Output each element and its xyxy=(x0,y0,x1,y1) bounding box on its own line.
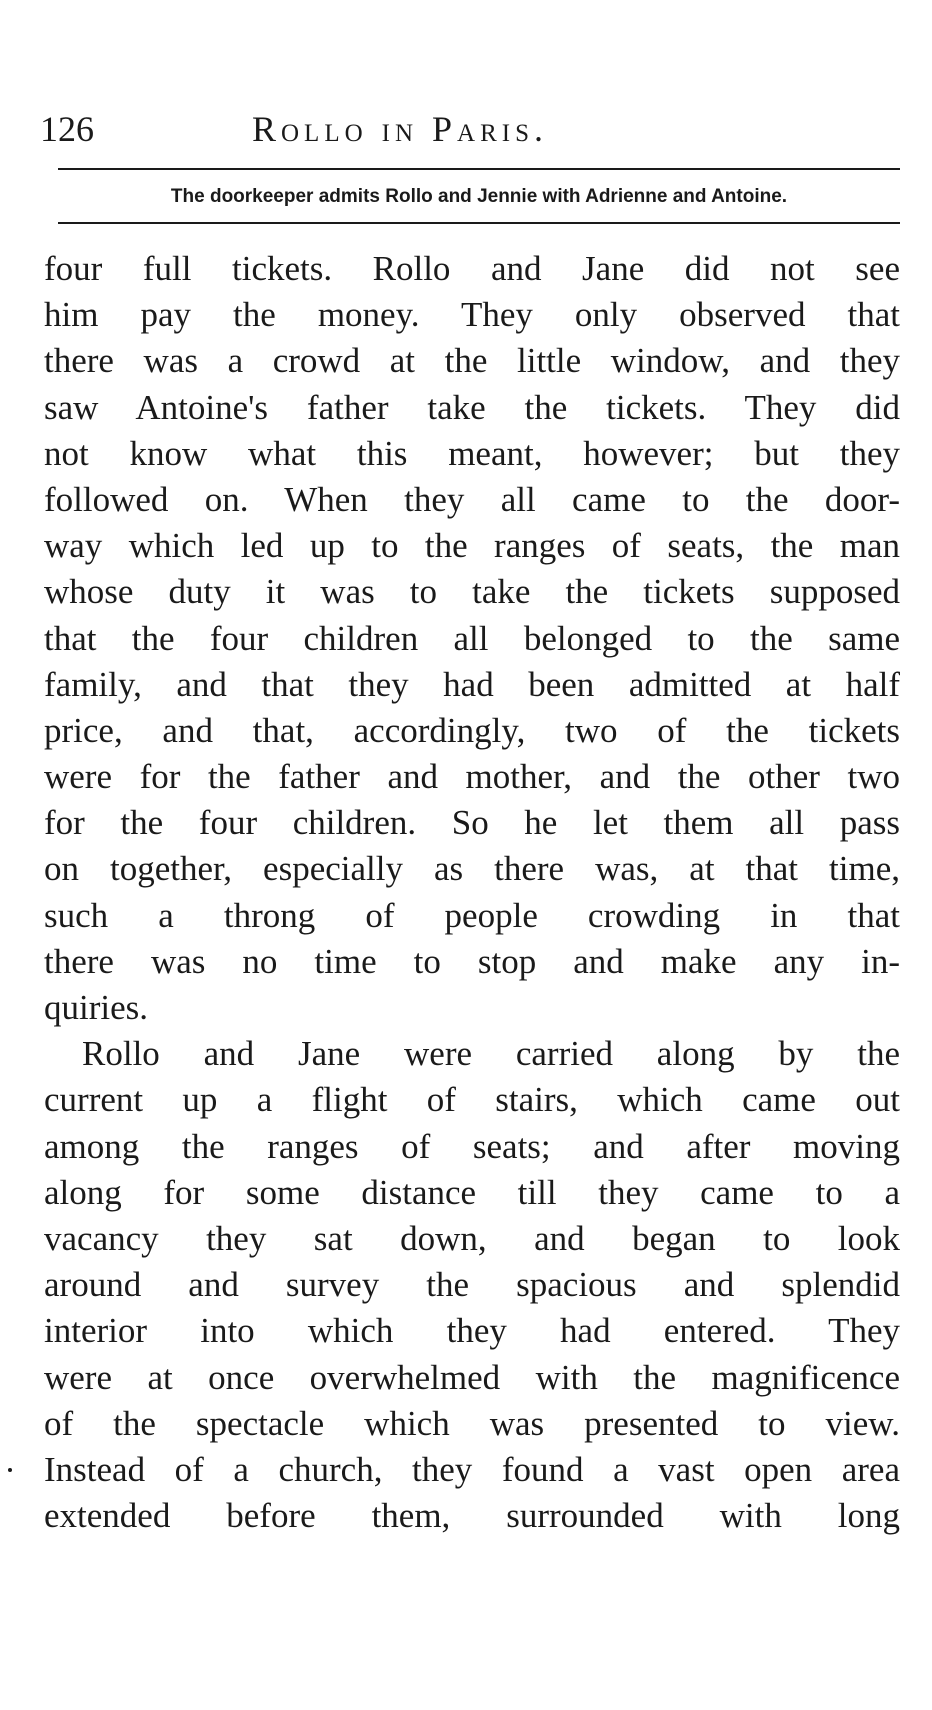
text-line: were at once overwhelmed with the magnificence xyxy=(44,1357,900,1397)
text-line: followed on. When they all came to the door- xyxy=(44,479,900,519)
caption-bottom-rule xyxy=(58,222,900,224)
text-line: price, and that, accordingly, two of the tickets xyxy=(44,710,900,750)
text-line: saw Antoine's father take the tickets. They did xyxy=(44,387,900,427)
text-line: family, and that they had been admitted at half xyxy=(44,664,900,704)
body-text xyxy=(44,246,900,1539)
text-line: such a throng of people crowding in that xyxy=(44,895,900,935)
text-line: there was a crowd at the little window, and they xyxy=(44,341,900,381)
running-head xyxy=(40,104,900,154)
paragraph-end-line: quiries. xyxy=(44,988,149,1027)
text-line: him pay the money. They only observed that xyxy=(44,295,900,335)
text-line: around and survey the spacious and splendid xyxy=(44,1265,900,1305)
text-line: vacancy they sat down, and began to look xyxy=(44,1218,900,1258)
text-line: whose duty it was to take the tickets supposed xyxy=(44,572,900,612)
text-line: of the spectacle which was presented to view. xyxy=(44,1403,900,1443)
text-line: four full tickets. Rollo and Jane did not see xyxy=(44,249,900,288)
text-line: there was no time to stop and make any in- xyxy=(44,941,900,981)
text-line: were for the father and mother, and the other two xyxy=(44,757,900,797)
caption-top-rule xyxy=(58,168,900,170)
illustration-caption: The doorkeeper admits Rollo and Jennie with Adrienne and Antoine. xyxy=(170,186,788,207)
text-line: extended before them, surrounded with long xyxy=(44,1496,900,1536)
text-line: on together, especially as there was, at that time, xyxy=(44,849,900,889)
book-title: Rollo in Paris. xyxy=(251,109,549,149)
text-line: not know what this meant, however; but they xyxy=(44,433,900,473)
margin-speck xyxy=(8,1468,12,1472)
text-line: that the four children all belonged to the same xyxy=(44,618,900,658)
paragraph-start-line: Rollo and Jane were carried along by the xyxy=(82,1034,900,1074)
text-line: for the four children. So he let them all pass xyxy=(44,803,900,843)
page-number: 126 xyxy=(40,109,94,149)
text-line: among the ranges of seats; and after moving xyxy=(44,1126,900,1166)
text-line: current up a flight of stairs, which came out xyxy=(44,1080,900,1120)
text-line: way which led up to the ranges of seats, the man xyxy=(44,526,900,566)
text-line: interior into which they had entered. They xyxy=(44,1311,900,1351)
text-line: along for some distance till they came to a xyxy=(44,1172,900,1212)
text-line: Instead of a church, they found a vast open area xyxy=(44,1449,900,1489)
